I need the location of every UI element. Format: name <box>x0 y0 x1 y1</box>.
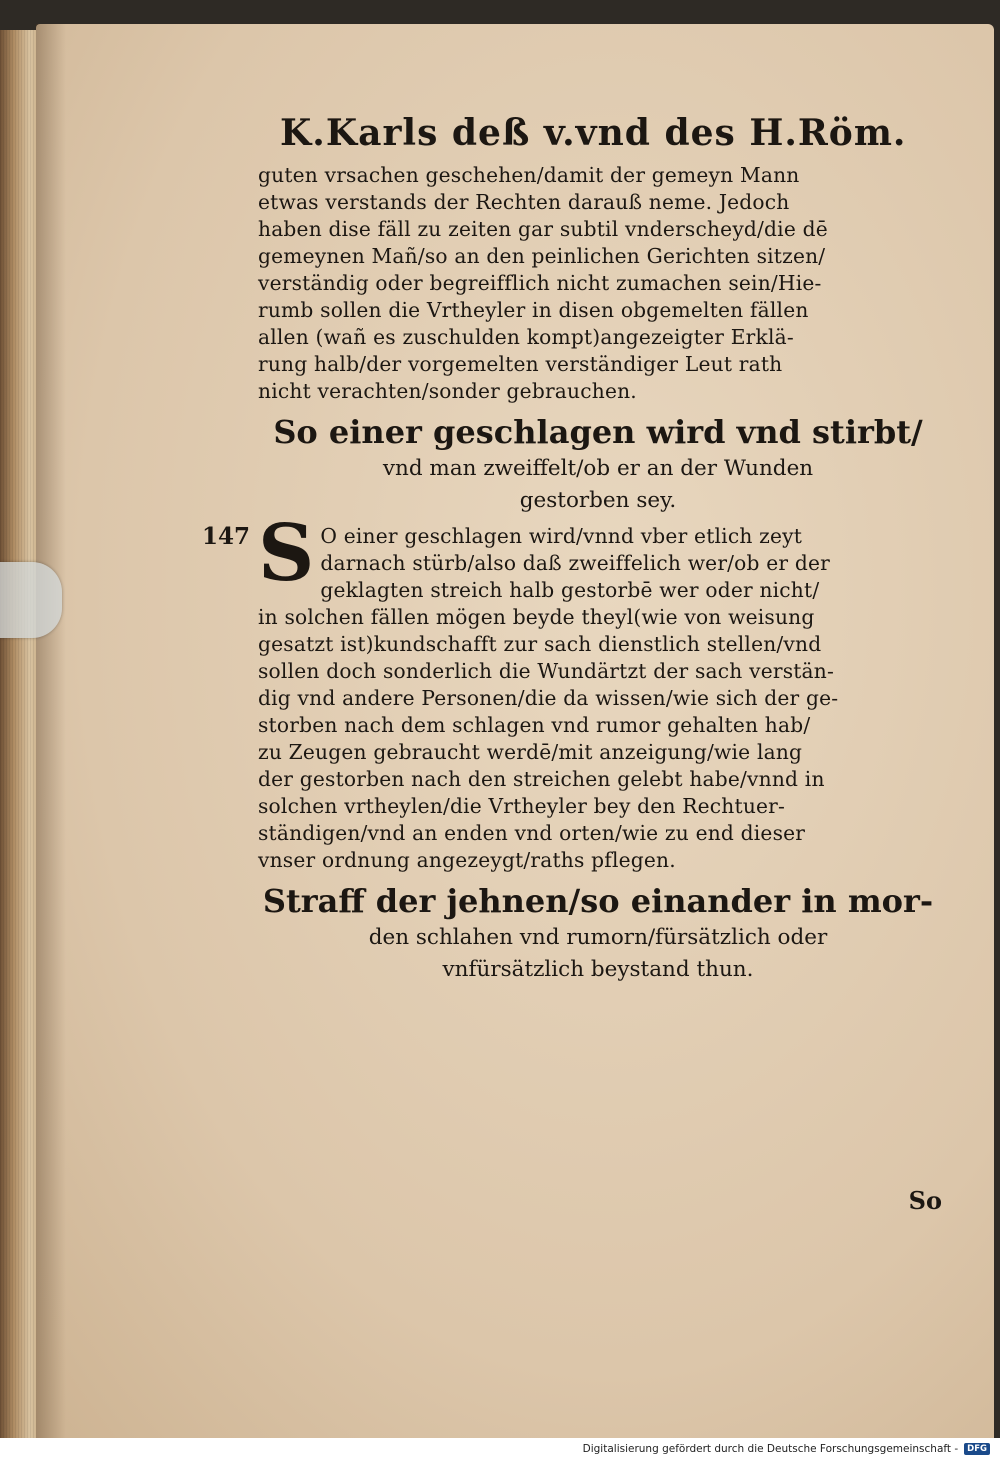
text-line: gesatzt ist)kundschafft zur sach dienstlich stellen/vnd <box>258 632 822 656</box>
text-line: haben dise fäll zu zeiten gar subtil vnderscheyd/die dē <box>258 217 828 241</box>
section-heading-1 <box>258 411 962 517</box>
running-header: K.Karls deß v.vnd des H.Röm. <box>280 112 907 154</box>
text-line: darnach stürb/also daß zweiffelich wer/ob er der <box>320 551 830 575</box>
text-line: dig vnd andere Personen/die da wissen/wie sich der ge- <box>258 686 839 710</box>
text-line: solchen vrtheylen/die Vrtheyler bey den Rechtuer- <box>258 794 786 818</box>
text-line: rumb sollen die Vrtheyler in disen obgemelten fällen <box>258 298 809 322</box>
text-line: ständigen/vnd an enden vnd orten/wie zu end dieser <box>258 821 806 845</box>
article-number: 147 <box>202 523 251 550</box>
text-line: guten vrsachen geschehen/damit der gemeyn Mann <box>258 163 800 187</box>
text-line: vnser ordnung angezeygt/raths pflegen. <box>258 848 676 872</box>
dfg-logo: DFG <box>964 1443 990 1455</box>
text-line: der gestorben nach den streichen gelebt habe/vnnd in <box>258 767 825 791</box>
text-line: allen (wañ es zuschulden kompt)angezeigter Erklä- <box>258 325 794 349</box>
page-text <box>202 112 962 986</box>
text-line: sollen doch sonderlich die Wundärtzt der sach verstän- <box>258 659 835 683</box>
book-page-edges <box>0 30 40 1438</box>
section-heading-2 <box>258 880 962 986</box>
heading-sub: gestorben sey. <box>519 488 677 513</box>
drop-capital: S <box>258 508 315 599</box>
footer-bar <box>0 1438 1000 1460</box>
text-line: in solchen fällen mögen beyde theyl(wie von weisung <box>258 605 815 629</box>
heading-sub: vnd man zweiffelt/ob er an der Wunden <box>382 456 814 481</box>
text-line: nicht verachten/sonder gebrauchen. <box>258 379 637 403</box>
heading-sub: den schlahen vnd rumorn/fürsätzlich oder <box>368 925 828 950</box>
page-clip <box>0 562 62 638</box>
text-line: gemeynen Mañ/so an den peinlichen Gerichten sitzen/ <box>258 244 826 268</box>
text-line: storben nach dem schlagen vnd rumor gehalten hab/ <box>258 713 811 737</box>
paragraph-1 <box>258 162 962 405</box>
heading-main: So einer geschlagen wird vnd stirbt/ <box>273 413 923 451</box>
gutter-shadow <box>36 24 66 1438</box>
text-line: zu Zeugen gebraucht werdē/mit anzeigung/wie lang <box>258 740 803 764</box>
catchword: So <box>908 1186 942 1215</box>
heading-sub: vnfürsätzlich beystand thun. <box>442 957 754 982</box>
text-line: verständig oder begreifflich nicht zumachen sein/Hie- <box>258 271 822 295</box>
footer-credit: Digitalisierung gefördert durch die Deutsche Forschungsgemeinschaft - <box>582 1443 959 1455</box>
heading-main: Straff der jehnen/so einander in mor- <box>262 882 934 920</box>
text-line: rung halb/der vorgemelten verständiger Leut rath <box>258 352 783 376</box>
text-line: etwas verstands der Rechten darauß neme. Jedoch <box>258 190 790 214</box>
text-line: geklagten streich halb gestorbē wer oder nicht/ <box>320 578 820 602</box>
text-line: O einer geschlagen wird/vnnd vber etlich zeyt <box>320 524 803 548</box>
paragraph-2 <box>202 508 962 874</box>
